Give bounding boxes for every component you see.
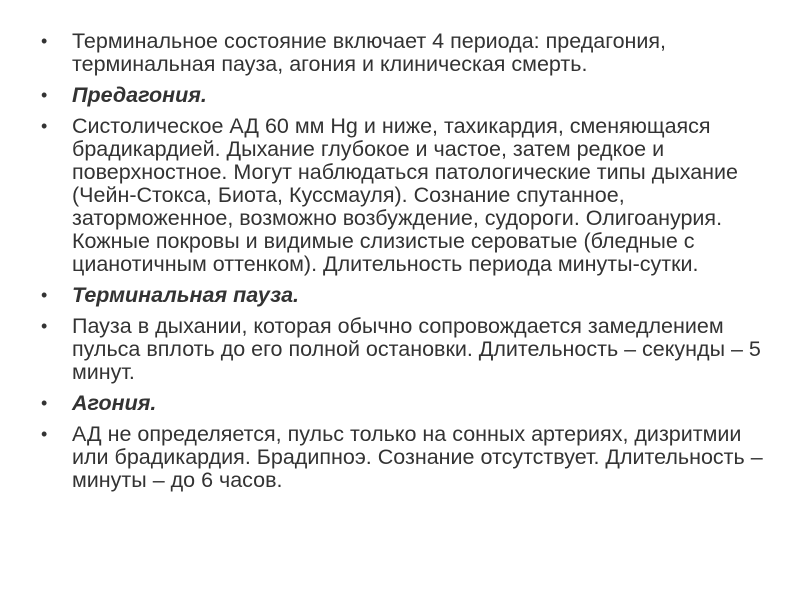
bullet-text: АД не определяется, пульс только на сонных артериях, дизритмии или брадикардия. Брадипноэ. Сознание отсутствует. Длительность – минуты – до 6 часов. <box>72 422 763 492</box>
bullet-dot-icon: • <box>41 424 48 444</box>
bullet-item-agonia-heading <box>38 392 768 415</box>
bullet-item-intro <box>38 30 768 76</box>
bullet-text: Пауза в дыхании, которая обычно сопровождается замедлением пульса вплоть до его полной остановки. Длительность – секунды – 5 минут. <box>72 314 761 384</box>
bullet-text: Терминальное состояние включает 4 периода: предагония, терминальная пауза, агония и клиническая смерть. <box>72 29 667 76</box>
section-heading: Предагония. <box>72 83 207 107</box>
bullet-item-predagonia-heading <box>38 84 768 107</box>
slide-content <box>38 30 768 500</box>
bullet-item-predagonia-description <box>38 115 768 276</box>
section-heading: Терминальная пауза. <box>72 283 300 307</box>
bullet-dot-icon: • <box>41 85 48 105</box>
bullet-item-terminal-pause-heading <box>38 284 768 307</box>
bullet-dot-icon: • <box>41 116 48 136</box>
bullet-item-terminal-pause-description <box>38 315 768 384</box>
bullet-dot-icon: • <box>41 31 48 51</box>
bullet-dot-icon: • <box>41 285 48 305</box>
bullet-item-agonia-description <box>38 423 768 492</box>
section-heading: Агония. <box>72 391 157 415</box>
bullet-text: Систолическое АД 60 мм Hg и ниже, тахикардия, сменяющаяся брадикардией. Дыхание глубокое и частое, затем редкое и поверхностное. Могут наблюдаться патологические типы дыхание (Чейн-Стокса, Биота, Куссмауля). Сознание спутанное, заторможенное, возможно возбуждение, судороги. Олигоанурия. Кожные покровы и видимые слизистые сероватые (бледные с цианотичным оттенком). Длительность периода минуты-сутки. <box>72 114 739 276</box>
bullet-dot-icon: • <box>41 316 48 336</box>
bullet-list <box>38 30 768 492</box>
bullet-dot-icon: • <box>41 393 48 413</box>
